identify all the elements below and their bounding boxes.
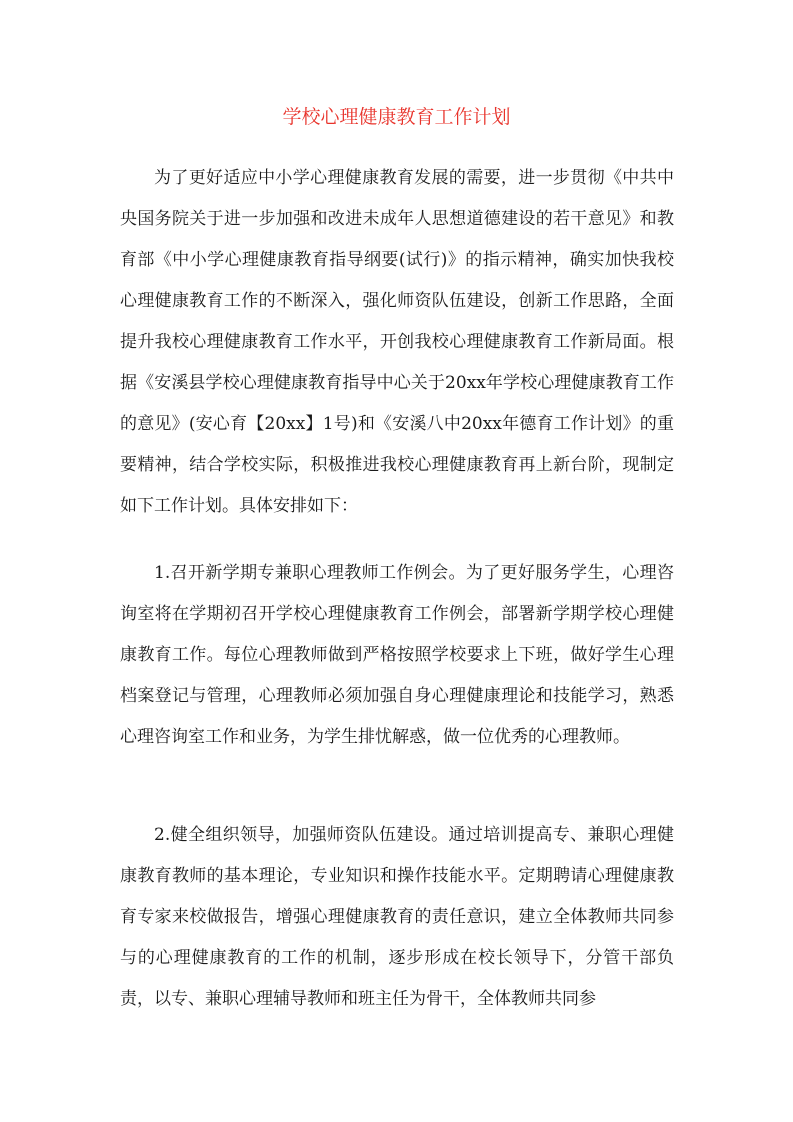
paragraph-item-2: 2.健全组织领导，加强师资队伍建设。通过培训提高专、兼职心理健康教育教师的基本理论，专业知识和操作技能水平。定期聘请心理健康教育专家来校做报告，增强心理健康教育的责任意识，建立全体教师共同参与的心理健康教育的工作的机制，逐步形成在校长领导下，分管干部负责，以专、兼职心理辅导教师和班主任为骨干，全体教师共同参: [120, 825, 674, 1009]
document-title: 学校心理健康教育工作计划: [282, 106, 511, 128]
paragraph-item-1: 1.召开新学期专兼职心理教师工作例会。为了更好服务学生，心理咨询室将在学期初召开学校心理健康教育工作例会，部署新学期学校心理健康教育工作。每位心理教师做到严格按照学校要求上下班，做好学生心理档案登记与管理，心理教师必须加强自身心理健康理论和技能学习，熟悉心理咨询室工作和业务，为学生排忧解惑，做一位优秀的心理教师。: [120, 563, 674, 747]
paragraph-intro: 为了更好适应中小学心理健康教育发展的需要，进一步贯彻《中共中央国务院关于进一步加强和改进未成年人思想道德建设的若干意见》和教育部《中小学心理健康教育指导纲要(试行)》的指示精神，确实加快我校心理健康教育工作的不断深入，强化师资队伍建设，创新工作思路，全面提升我校心理健康教育工作水平，开创我校心理健康教育工作新局面。根据《安溪县学校心理健康教育指导中心关于20xx年学校心理健康教育工作的意见》(安心育【20xx】1号)和《安溪八中20xx年德育工作计划》的重要精神，结合学校实际，积极推进我校心理健康教育再上新台阶，现制定如下工作计划。具体安排如下：: [120, 168, 674, 516]
